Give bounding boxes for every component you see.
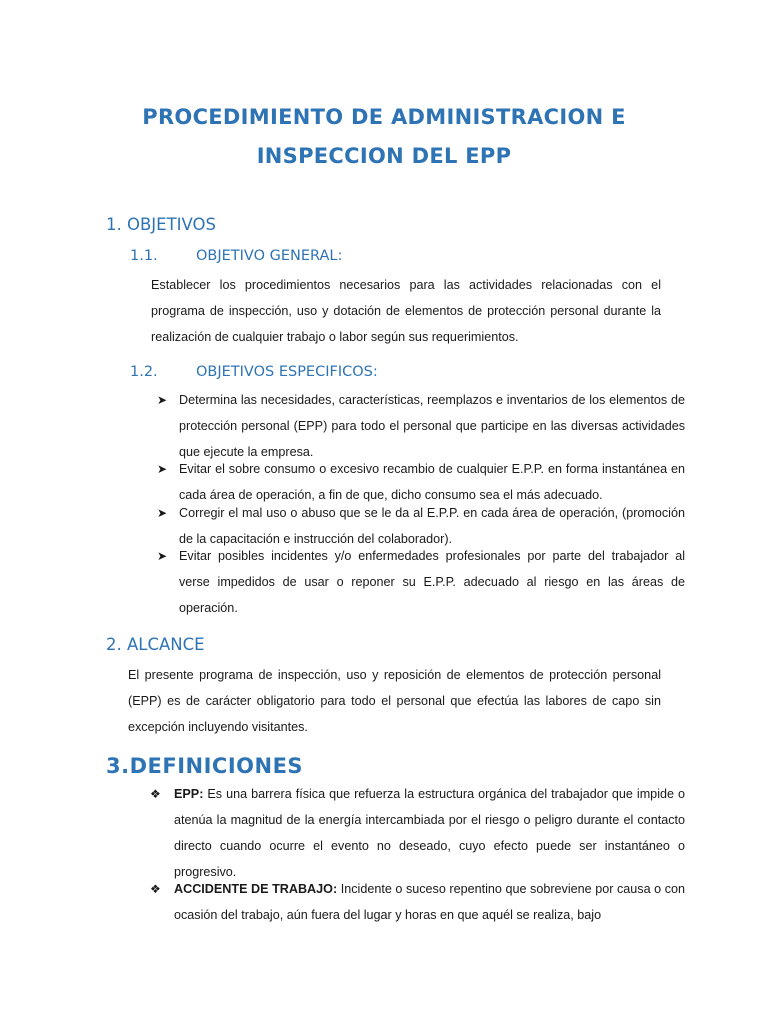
definition-term: ACCIDENTE DE TRABAJO: (174, 882, 338, 896)
section-1-1-heading (130, 248, 342, 264)
section-3-heading (106, 754, 303, 778)
section-2-heading (106, 635, 205, 654)
definition-text: Es una barrera física que refuerza la estructura orgánica del trabajador que impide o atenúa la magnitud de la energía intercambiada por el riesgo o peligro durante el contacto directo cuando ocurre el evento no deseado, cuyo efecto puede ser instantáneo o progresivo. (174, 787, 685, 879)
section-2-number: 2. (106, 635, 122, 654)
arrow-bullet-icon: ➤ (157, 462, 168, 476)
alcance-paragraph: El presente programa de inspección, uso y reposición de elementos de protección personal (EPP) es de carácter obligatorio para todo el personal que efectúa las labores de capo sin excepción incluyendo visitantes. (128, 668, 661, 734)
objetivo-general-paragraph: Establecer los procedimientos necesarios para las actividades relacionadas con el programa de inspección, uso y dotación de elementos de protección personal durante la realización de cualquier trabajo o labor según sus requerimientos. (151, 278, 661, 344)
definition-item (150, 876, 685, 928)
document-title-line1: PROCEDIMIENTO DE ADMINISTRACION E (142, 105, 626, 129)
section-1-1-number: 1.1. (130, 248, 158, 264)
diamond-bullet-icon: ❖ (150, 882, 161, 896)
definition-item (150, 781, 685, 885)
section-1-title: OBJETIVOS (127, 215, 217, 234)
section-1-1-title: OBJETIVO GENERAL: (196, 248, 343, 264)
section-3-number: 3. (106, 754, 130, 778)
definition-term: EPP: (174, 787, 204, 801)
diamond-bullet-icon: ❖ (150, 787, 161, 801)
section-3-title: DEFINICIONES (129, 754, 304, 778)
section-1-heading (106, 215, 216, 234)
definition-text: Incidente o suceso repentino que sobreviene por causa o con ocasión del trabajo, aún fuera del lugar y horas en que aquél se realiza, bajo (174, 882, 686, 922)
section-1-2-heading (130, 364, 378, 380)
arrow-bullet-icon: ➤ (157, 393, 168, 407)
document-title-line2: INSPECCION DEL EPP (256, 144, 512, 168)
section-1-2-title: OBJETIVOS ESPECIFICOS: (196, 364, 378, 380)
objective-bullet-text: Corregir el mal uso o abuso que se le da al E.P.P. en cada área de operación, (promoción de la capacitación e instrucción del colaborador). (179, 506, 685, 546)
arrow-bullet-icon: ➤ (157, 506, 168, 520)
objective-bullet-text: Evitar el sobre consumo o excesivo recambio de cualquier E.P.P. en forma instantánea en cada área de operación, a fin de que, dicho consumo sea el más adecuado. (179, 462, 685, 502)
section-1-2-number: 1.2. (130, 364, 158, 380)
section-2-title: ALCANCE (127, 635, 205, 654)
objective-bullet-text: Determina las necesidades, características, reemplazos e inventarios de los elementos de protección personal (EPP) para todo el personal que participe en las diversas actividades que ejecute la empresa. (179, 393, 685, 459)
objective-bullet (155, 387, 685, 465)
objective-bullet-text: Evitar posibles incidentes y/o enfermedades profesionales por parte del trabajador al verse impedidos de usar o reponer su E.P.P. adecuado al riesgo en las áreas de operación. (179, 549, 685, 615)
arrow-bullet-icon: ➤ (157, 549, 168, 563)
objective-bullet (155, 543, 685, 621)
section-1-number: 1. (106, 215, 122, 234)
